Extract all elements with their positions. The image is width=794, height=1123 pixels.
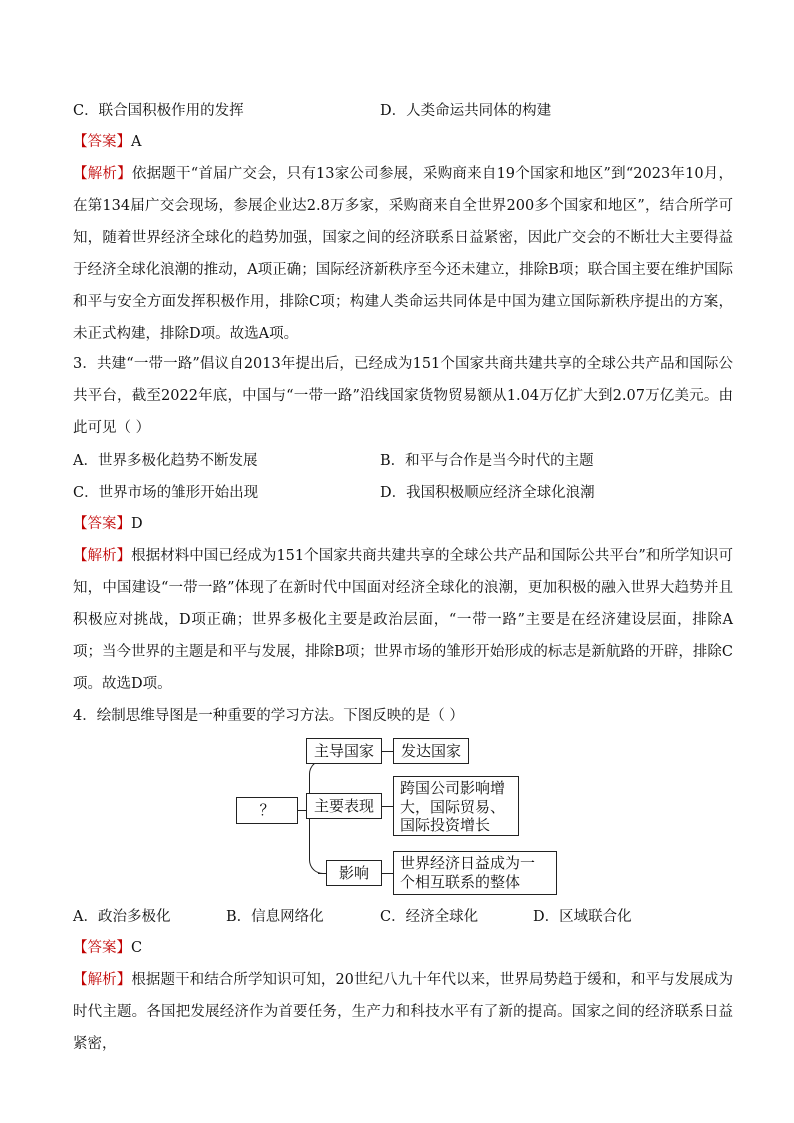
q3-option-a: A．世界多极化趋势不断发展 bbox=[73, 453, 258, 469]
q4-analysis bbox=[73, 964, 733, 1060]
analysis-text: 根据题干和结合所学知识可知，20世纪八九十年代以来，世界局势趋于缓和，和平与发展成为时代主题。各国把发展经济作为首要任务，生产力和科技水平有了新的提高。国家之间的经济联系日益紧密， bbox=[73, 972, 733, 1052]
answer-value: D bbox=[131, 516, 143, 532]
branch-label-dominant: 主导国家 bbox=[306, 738, 382, 764]
answer-value: A bbox=[131, 134, 142, 150]
branch-label-impact: 影响 bbox=[326, 860, 382, 886]
analysis-tag: 【解析】 bbox=[73, 972, 132, 988]
branch-value-manifestation bbox=[393, 776, 519, 836]
lower-bracket bbox=[309, 810, 327, 874]
q4-option-c: C．经济全球化 bbox=[380, 909, 479, 925]
q2-analysis bbox=[73, 158, 733, 350]
q3-option-b: B．和平与合作是当今时代的主题 bbox=[380, 453, 594, 469]
impact-line: 个相互联系的整体 bbox=[400, 873, 521, 891]
q3-option-c: C．世界市场的雏形开始出现 bbox=[73, 485, 259, 501]
answer-tag: 【答案】 bbox=[73, 940, 131, 956]
connector-line bbox=[382, 751, 393, 752]
branch-value-impact bbox=[393, 851, 557, 895]
connector-line bbox=[382, 873, 393, 874]
impact-line: 世界经济日益成为一 bbox=[400, 854, 536, 872]
analysis-tag: 【解析】 bbox=[73, 548, 132, 564]
branch-label-manifestation: 主要表现 bbox=[306, 793, 382, 819]
q3-stem: 3．共建“一带一路”倡议自2013年提出后，已经成为151个国家共商共建共享的全球公共产品和国际公共平台，截至2022年底，中国与“一带一路”沿线国家货物贸易额从1.04万亿扩大到2.07万亿美元。由此可见（ ） bbox=[73, 356, 733, 436]
q3-analysis bbox=[73, 540, 733, 700]
answer-tag: 【答案】 bbox=[73, 516, 131, 532]
manifestation-line: 大，国际贸易、 bbox=[400, 797, 506, 816]
analysis-text: 根据材料中国已经成为151个国家共商共建共享的全球公共产品和国际公共平台”和所学知识可知，中国建设“一带一路”体现了在新时代中国面对经济全球化的浪潮，更加积极的融入世界大趋势并且积极应对挑战，D项正确；世界多极化主要是政治层面，“一带一路”主要是在经济建设层面，排除A项；当今世界的主题是和平与发展，排除B项；世界市场的雏形开始形成的标志是新航路的开辟，排除C项。故选D项。 bbox=[73, 548, 734, 692]
q2-option-d: D．人类命运共同体的构建 bbox=[380, 103, 552, 119]
branch-value-dominant: 发达国家 bbox=[393, 738, 469, 764]
connector-line bbox=[318, 873, 326, 874]
q2-option-c: C．联合国积极作用的发挥 bbox=[73, 103, 244, 119]
q4-option-d: D．区域联合化 bbox=[533, 909, 632, 925]
analysis-text: 依据题干“首届广交会，只有13家公司参展，采购商来自19个国家和地区”到“2023年10月，在第134届广交会现场，参展企业达2.8万多家，采购商来自全世界200多个国家和地区”，结合所学可知，随着世界经济全球化的趋势加强，国家之间的经济联系日益紧密，因此广交会的不断壮大主要得益于经济全球化浪潮的推动，A项正确；国际经济新秩序至今还未建立，排除B项；联合国主要在维护国际和平与安全方面发挥积极作用，排除C项；构建人类命运共同体是中国为建立国际新秩序提出的方案，未正式构建，排除D项。故选A项。 bbox=[73, 166, 733, 342]
q4-option-a: A．政治多极化 bbox=[73, 909, 171, 925]
answer-value: C bbox=[131, 940, 143, 956]
q4-stem: 4．绘制思维导图是一种重要的学习方法。下图反映的是（ ） bbox=[73, 708, 464, 724]
q3-option-d: D．我国积极顺应经济全球化浪潮 bbox=[380, 485, 595, 501]
manifestation-line: 国际投资增长 bbox=[400, 816, 491, 834]
center-node: ？ bbox=[236, 797, 298, 824]
connector-line bbox=[382, 806, 393, 807]
manifestation-line: 跨国公司影响增 bbox=[400, 779, 506, 797]
answer-tag: 【答案】 bbox=[73, 134, 131, 150]
q4-option-b: B．信息网络化 bbox=[226, 909, 324, 925]
q4-answer bbox=[73, 938, 142, 958]
analysis-tag: 【解析】 bbox=[73, 166, 132, 182]
q2-answer bbox=[73, 132, 141, 152]
q3-answer bbox=[73, 514, 143, 534]
